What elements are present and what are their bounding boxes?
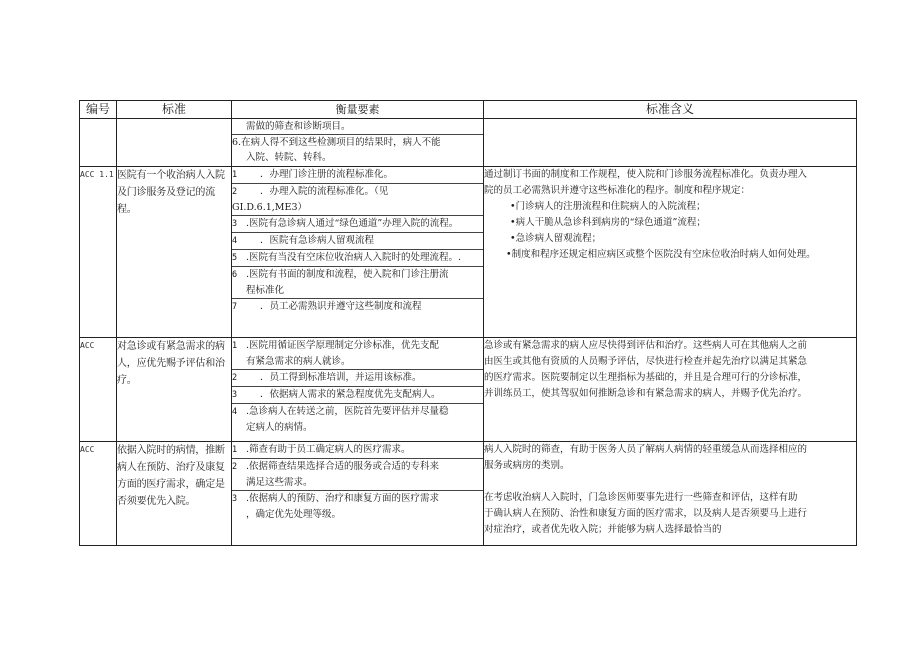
- requirement-item: [232, 491, 483, 522]
- requirement-text: .医院有当没有空床位收治病人入院时的处理流程。.: [246, 252, 462, 263]
- meaning-bullet: •门诊病人的注册流程和住院病人的入院流程；: [510, 201, 706, 212]
- requirement-text: .医院有急诊病人通过“绿色通道”办理入院的流程。: [246, 218, 459, 229]
- requirement-item: [232, 184, 483, 216]
- requirement-text: 定病人的病情。: [246, 422, 313, 433]
- meaning-text: 急诊或有紧急需求的病人应尽快得到评估和治疗。这些病人可在其他病人之前: [484, 340, 808, 351]
- requirement-item: [232, 459, 483, 491]
- requirements-cell: [232, 119, 484, 167]
- requirement-text: ．员工必需熟识并遵守这些制度和流程: [260, 301, 422, 312]
- requirement-number: 4: [232, 407, 238, 417]
- meaning-text: 并训练员工，使其驾驭如何推断急诊和有紧急需求的病人，并赐予优先治疗。: [484, 388, 808, 399]
- standard-cell: [117, 119, 232, 167]
- requirement-number: 2: [232, 187, 238, 197]
- meaning-cell: [484, 167, 857, 338]
- meaning-text: 由医生或其他有资质的人员赐予评估，尽快进行检查并起先治疗以满足其紧急: [484, 356, 808, 367]
- table-row: [80, 338, 857, 442]
- header-code: 编号: [80, 101, 117, 119]
- header-meaning: 标准含义: [484, 101, 857, 119]
- requirement-text: .医院用循证医学原理制定分诊标准，优先支配: [246, 340, 440, 351]
- requirement-item: [232, 250, 483, 267]
- requirement-text: 满足这些需求。: [246, 477, 313, 488]
- requirement-text: ．医院有急诊病人留观流程: [260, 235, 375, 246]
- requirement-item: [232, 167, 483, 184]
- requirement-item: [232, 119, 483, 135]
- requirement-number: 6: [232, 270, 238, 280]
- requirement-number: 7: [232, 302, 238, 312]
- meaning-text: 院的员工必需熟识并遵守这些标准化的程序。制度和程序规定：: [484, 185, 751, 196]
- requirement-item: [232, 338, 483, 370]
- requirement-text: GI.D.6.1,ME3）: [232, 202, 307, 213]
- requirement-text: .急诊病人在转送之前，医院首先要评估并尽量稳: [246, 406, 449, 417]
- standard-cell: 医院有一个收治病人入院及门诊服务及登记的流程。: [117, 167, 232, 338]
- requirement-text: 6.在病人得不到这些检测项目的结果时，病人不能: [232, 137, 441, 148]
- requirement-item: [232, 135, 483, 165]
- meaning-cell: [484, 119, 857, 167]
- header-requirements: 衡量要素: [232, 101, 484, 119]
- meaning-cell: [484, 338, 857, 442]
- requirement-item: [232, 387, 483, 404]
- requirement-text: ．办理入院的流程标准化。（见: [260, 186, 389, 197]
- requirement-number: 1: [232, 341, 238, 351]
- standard-cell: 依据入院时的病情，推断病人在预防、治疗及康复方面的医疗需求，确定是否须要优先入院。: [117, 442, 232, 546]
- requirements-cell: [232, 442, 484, 546]
- meaning-bullet: •急诊病人留观流程；: [510, 233, 602, 244]
- requirement-number: 5: [232, 253, 238, 263]
- requirement-item: [232, 299, 483, 315]
- requirement-number: 3: [232, 494, 238, 504]
- meaning-text: 于确认病人在预防、治性和康复方面的医疗需求，以及病人是否须要马上进行: [484, 508, 808, 519]
- requirement-number: 4: [232, 236, 238, 246]
- requirement-number: 2: [232, 373, 238, 383]
- requirement-item: [232, 442, 483, 459]
- requirement-item: [232, 267, 483, 299]
- meaning-bullet: •制度和程序还规定相应病区或整个医院没有空床位收治时病人如何处理。: [506, 249, 816, 260]
- requirement-text: 需做的筛查和诊断项目。: [246, 121, 351, 132]
- requirement-number: 2: [232, 462, 238, 472]
- requirement-text: ．办理门诊注册的流程标准化。: [260, 169, 394, 180]
- requirement-text: .依据病人的预防、治疗和康复方面的医疗需求: [246, 493, 440, 504]
- requirement-item: [232, 216, 483, 233]
- requirement-number: 1: [232, 445, 238, 455]
- code-cell: [80, 119, 117, 167]
- requirement-text: ．依据病人需求的紧急程度优先支配病人。: [260, 389, 441, 400]
- requirement-text: 入院、转院、转科。: [246, 152, 332, 163]
- requirement-text: 程标准化: [246, 285, 285, 296]
- requirement-text: ．员工得到标准培训，并运用该标准。: [260, 372, 422, 383]
- requirement-text: .医院有书面的制度和流程，使入院和门诊注册流: [246, 269, 449, 280]
- requirements-cell: [232, 338, 484, 442]
- meaning-text: 在考虑收治病人入院时，门急诊医师要事先进行一些筛查和评估，这样有助: [484, 492, 798, 503]
- header-standard: 标准: [117, 101, 232, 119]
- requirement-item: [232, 370, 483, 387]
- table-row: [80, 167, 857, 338]
- requirement-item: [232, 404, 483, 435]
- code-cell: ACC: [80, 442, 117, 546]
- table-row: [80, 119, 857, 167]
- requirement-number: 3: [232, 219, 238, 229]
- meaning-text: 病人入院时的筛查，有助于医务人员了解病人病情的轻重缓急从而选择相应的: [484, 444, 808, 455]
- meaning-text: 对症治疗，或者优先收入院；并能够为病人选择最恰当的: [484, 524, 722, 535]
- requirement-number: 3: [232, 390, 238, 400]
- requirement-text: 有紧急需求的病人就诊。: [246, 356, 351, 367]
- requirement-number: 1: [232, 170, 238, 180]
- meaning-text: 通过制订书面的制度和工作规程，使入院和门诊服务流程标准化。负责办理入: [484, 169, 808, 180]
- meaning-text: 的医疗需求。医院要制定以生理指标为基础的，并且是合理可行的分诊标准，: [484, 372, 808, 383]
- meaning-cell: [484, 442, 857, 546]
- code-cell: ACC: [80, 338, 117, 442]
- meaning-text: 服务或病房的类别。: [484, 460, 570, 471]
- requirements-cell: [232, 167, 484, 338]
- requirement-text: .依据筛查结果选择合适的服务或合适的专科来: [246, 461, 440, 472]
- requirement-item: [232, 233, 483, 250]
- requirement-text: ，确定优先处理等级。: [246, 509, 342, 520]
- standard-cell: 对急诊或有紧急需求的病人，应优先赐予评估和治疗。: [117, 338, 232, 442]
- header-row: [80, 101, 857, 119]
- meaning-bullet: •病人干脆从急诊科到病房的“绿色通道”流程；: [510, 217, 706, 228]
- requirement-text: .筛查有助于员工确定病人的医疗需求。: [246, 444, 411, 455]
- standards-table: [79, 100, 857, 546]
- code-cell: ACC 1.1: [80, 167, 117, 338]
- table-row: [80, 442, 857, 546]
